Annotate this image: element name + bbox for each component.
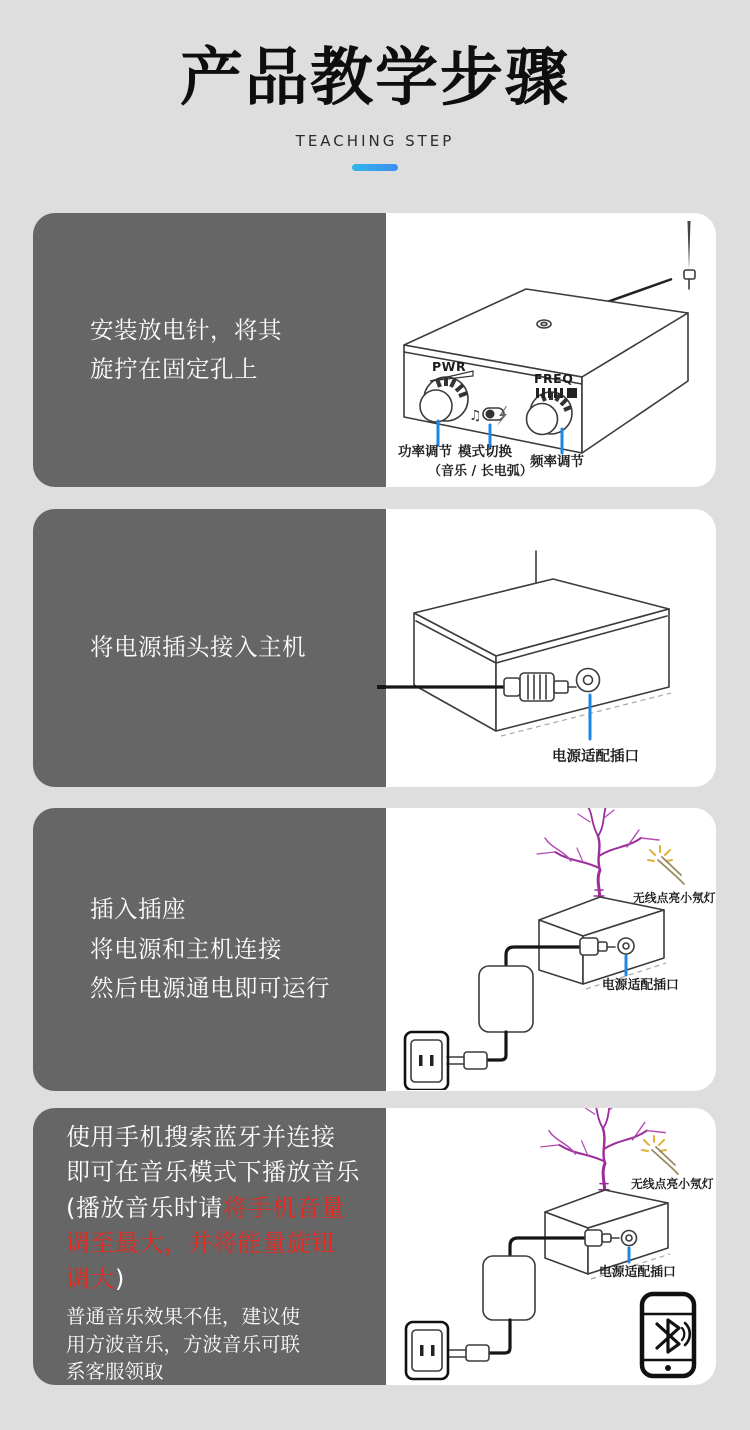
step3-line2: 将电源和主机连接 (90, 934, 282, 963)
wall-socket (405, 1032, 448, 1090)
step4-illustration (386, 1108, 716, 1385)
step3-text-panel (33, 808, 386, 1091)
page-subtitle: TEACHING STEP (295, 132, 455, 150)
wall-socket (406, 1322, 448, 1379)
step4-line5: 调大) (66, 1264, 125, 1293)
step4-card (33, 1108, 716, 1385)
step2-text-panel (33, 509, 386, 787)
step2-card (33, 509, 716, 787)
device-box (414, 579, 671, 736)
two-prong-plug (447, 1052, 487, 1069)
step2-illustration (386, 509, 716, 787)
step4-line4: 调至最大，并将能量旋钮 (66, 1229, 336, 1258)
mode-switch-label: 模式切换 (458, 444, 512, 460)
neon-lamp-icon (648, 846, 684, 884)
step1-text-panel (33, 213, 386, 487)
music-note-icon: ♫ (469, 408, 482, 424)
jack-label: 电源适配插口 (602, 978, 679, 993)
jack-label: 电源适配插口 (552, 749, 639, 765)
step1-line1: 安装放电针，将其 (90, 315, 282, 344)
neon-lamp-icon (642, 1136, 678, 1174)
power-cable-stub (377, 685, 386, 689)
step1-card (33, 213, 716, 487)
step3-art-panel (386, 808, 716, 1091)
step3-illustration (386, 808, 716, 1090)
step4-line1: 使用手机搜索蓝牙并连接 (66, 1123, 336, 1151)
freq-adjust-label: 频率调节 (530, 454, 584, 470)
step1-art-panel (386, 213, 716, 487)
step4-art-panel (386, 1108, 716, 1385)
power-jack (577, 669, 600, 692)
power-adjust-label: 功率调节 (398, 444, 452, 460)
step4-line2: 即可在音乐模式下播放音乐 (66, 1158, 360, 1187)
step3-line1: 插入插座 (90, 895, 186, 924)
pwr-label: PWR (432, 359, 467, 374)
jack-label: 电源适配插口 (599, 1265, 676, 1280)
step1-illustration (386, 213, 716, 487)
step2-line1: 将电源插头接入主机 (90, 633, 306, 662)
step4-line3: (播放音乐时请将手机音量 (66, 1193, 346, 1222)
power-adapter (479, 966, 533, 1060)
step3-card (33, 808, 716, 1091)
mode-sub-label: （音乐 / 长电弧） (428, 464, 533, 479)
step4-text-panel (33, 1108, 386, 1385)
power-jack (622, 1231, 637, 1246)
neon-label: 无线点亮小氖灯 (633, 891, 716, 905)
accent-divider (352, 164, 398, 171)
freq-bars-icon (536, 388, 577, 398)
power-jack (618, 938, 634, 954)
page-title: 产品教学步骤 (180, 41, 570, 114)
phone-bluetooth-icon (642, 1294, 694, 1376)
two-prong-plug (449, 1345, 489, 1361)
freq-label: FREQ (534, 371, 574, 386)
power-adapter (483, 1256, 535, 1353)
step1-line2: 旋拧在固定孔上 (90, 355, 258, 383)
neon-label: 无线点亮小氖灯 (631, 1177, 714, 1191)
step3-line3: 然后电源通电即可运行 (90, 974, 330, 1003)
step4-note: 普通音乐效果不佳，建议使 用方波音乐，方波音乐可联 系客服领取 (66, 1305, 301, 1384)
step2-art-panel (386, 509, 716, 787)
discharge-needle-icon (684, 221, 695, 289)
